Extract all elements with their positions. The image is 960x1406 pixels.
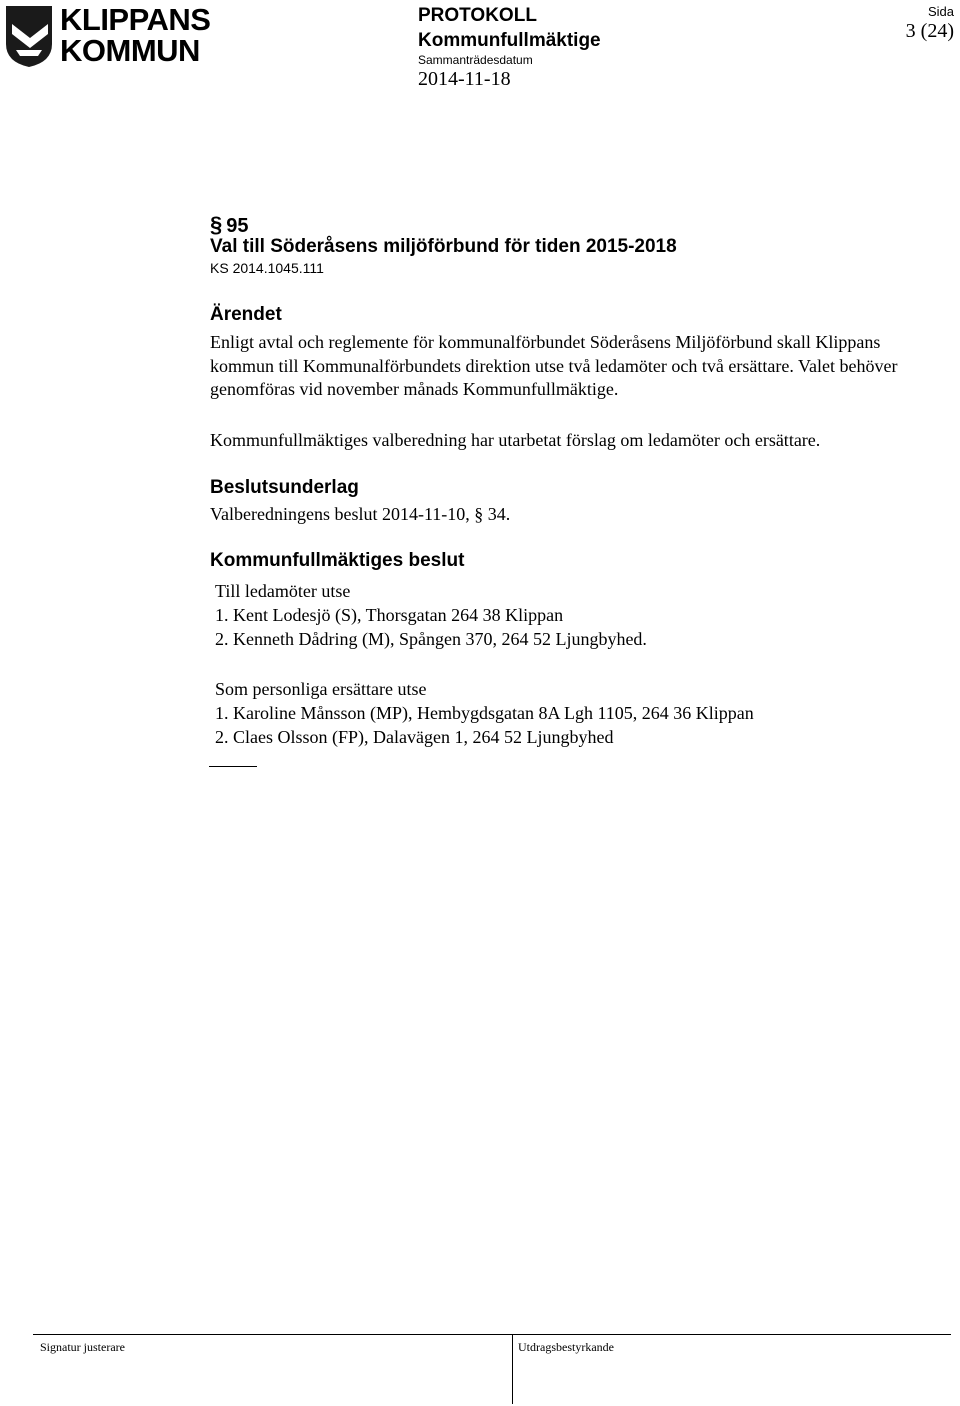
arendet-heading: Ärendet — [210, 304, 282, 325]
logo-line-1: KLIPPANS — [60, 2, 211, 37]
section-end-divider — [209, 766, 257, 767]
valberedning-text: Kommunfullmäktiges valberedning har utarbetat förslag om ledamöter och ersättare. — [210, 430, 821, 450]
extract-label: Utdragsbestyrkande — [518, 1340, 614, 1354]
meeting-date: 2014-11-18 — [418, 68, 511, 90]
logo-wordmark — [60, 4, 210, 66]
coat-of-arms-icon — [4, 4, 54, 68]
case-number: KS 2014.1045.111 — [210, 260, 324, 276]
beslutsunderlag-prefix: Valberedningens beslut 2014-11-10, — [210, 504, 475, 524]
beslutsunderlag-text — [210, 503, 510, 527]
substitutes-label: Som personliga ersättare utse — [215, 679, 427, 699]
logo-line-2: KOMMUN — [60, 33, 200, 68]
footer-divider — [33, 1334, 951, 1335]
page-label: Sida — [927, 4, 954, 19]
beslutsunderlag-heading: Beslutsunderlag — [210, 477, 359, 498]
section-number-value: 95 — [226, 215, 249, 237]
arendet-text: Enligt avtal och reglemente för kommunalförbundet Söderåsens Miljöförbund skall Klippans kommun till Kommunalförbundets direktion utse två ledamöter och två ersättare. Valet behöver genomföras vid november månads Kommunfullmäktige. — [210, 332, 898, 399]
members-list — [215, 579, 647, 651]
section-number — [210, 212, 249, 238]
page-number: 3 (24) — [905, 20, 954, 42]
municipality-logo — [4, 4, 216, 68]
list-item: 1. Kent Lodesjö (S), Thorsgatan 264 38 Klippan — [215, 605, 564, 625]
beslutsunderlag-symbol: § — [474, 504, 484, 524]
date-label: Sammanträdesdatum — [418, 53, 533, 67]
list-item: 2. Claes Olsson (FP), Dalavägen 1, 264 52 Ljungbyhed — [215, 727, 614, 747]
section-title: Val till Söderåsens miljöförbund för tiden 2015-2018 — [210, 236, 677, 257]
body-name: Kommunfullmäktige — [418, 30, 601, 51]
beslutsunderlag-suffix: 34. — [483, 504, 511, 524]
members-label: Till ledamöter utse — [215, 581, 351, 601]
paragraph-symbol: § — [210, 212, 223, 237]
list-item: 2. Kenneth Dådring (M), Spången 370, 264 52 Ljungbyhed. — [215, 629, 647, 649]
substitutes-list — [215, 677, 754, 749]
footer-column-divider — [512, 1334, 513, 1404]
decision-heading: Kommunfullmäktiges beslut — [210, 550, 465, 571]
list-item: 1. Karoline Månsson (MP), Hembygdsgatan 8A Lgh 1105, 264 36 Klippan — [215, 703, 754, 723]
signature-label: Signatur justerare — [40, 1340, 125, 1354]
document-type: PROTOKOLL — [418, 5, 537, 26]
